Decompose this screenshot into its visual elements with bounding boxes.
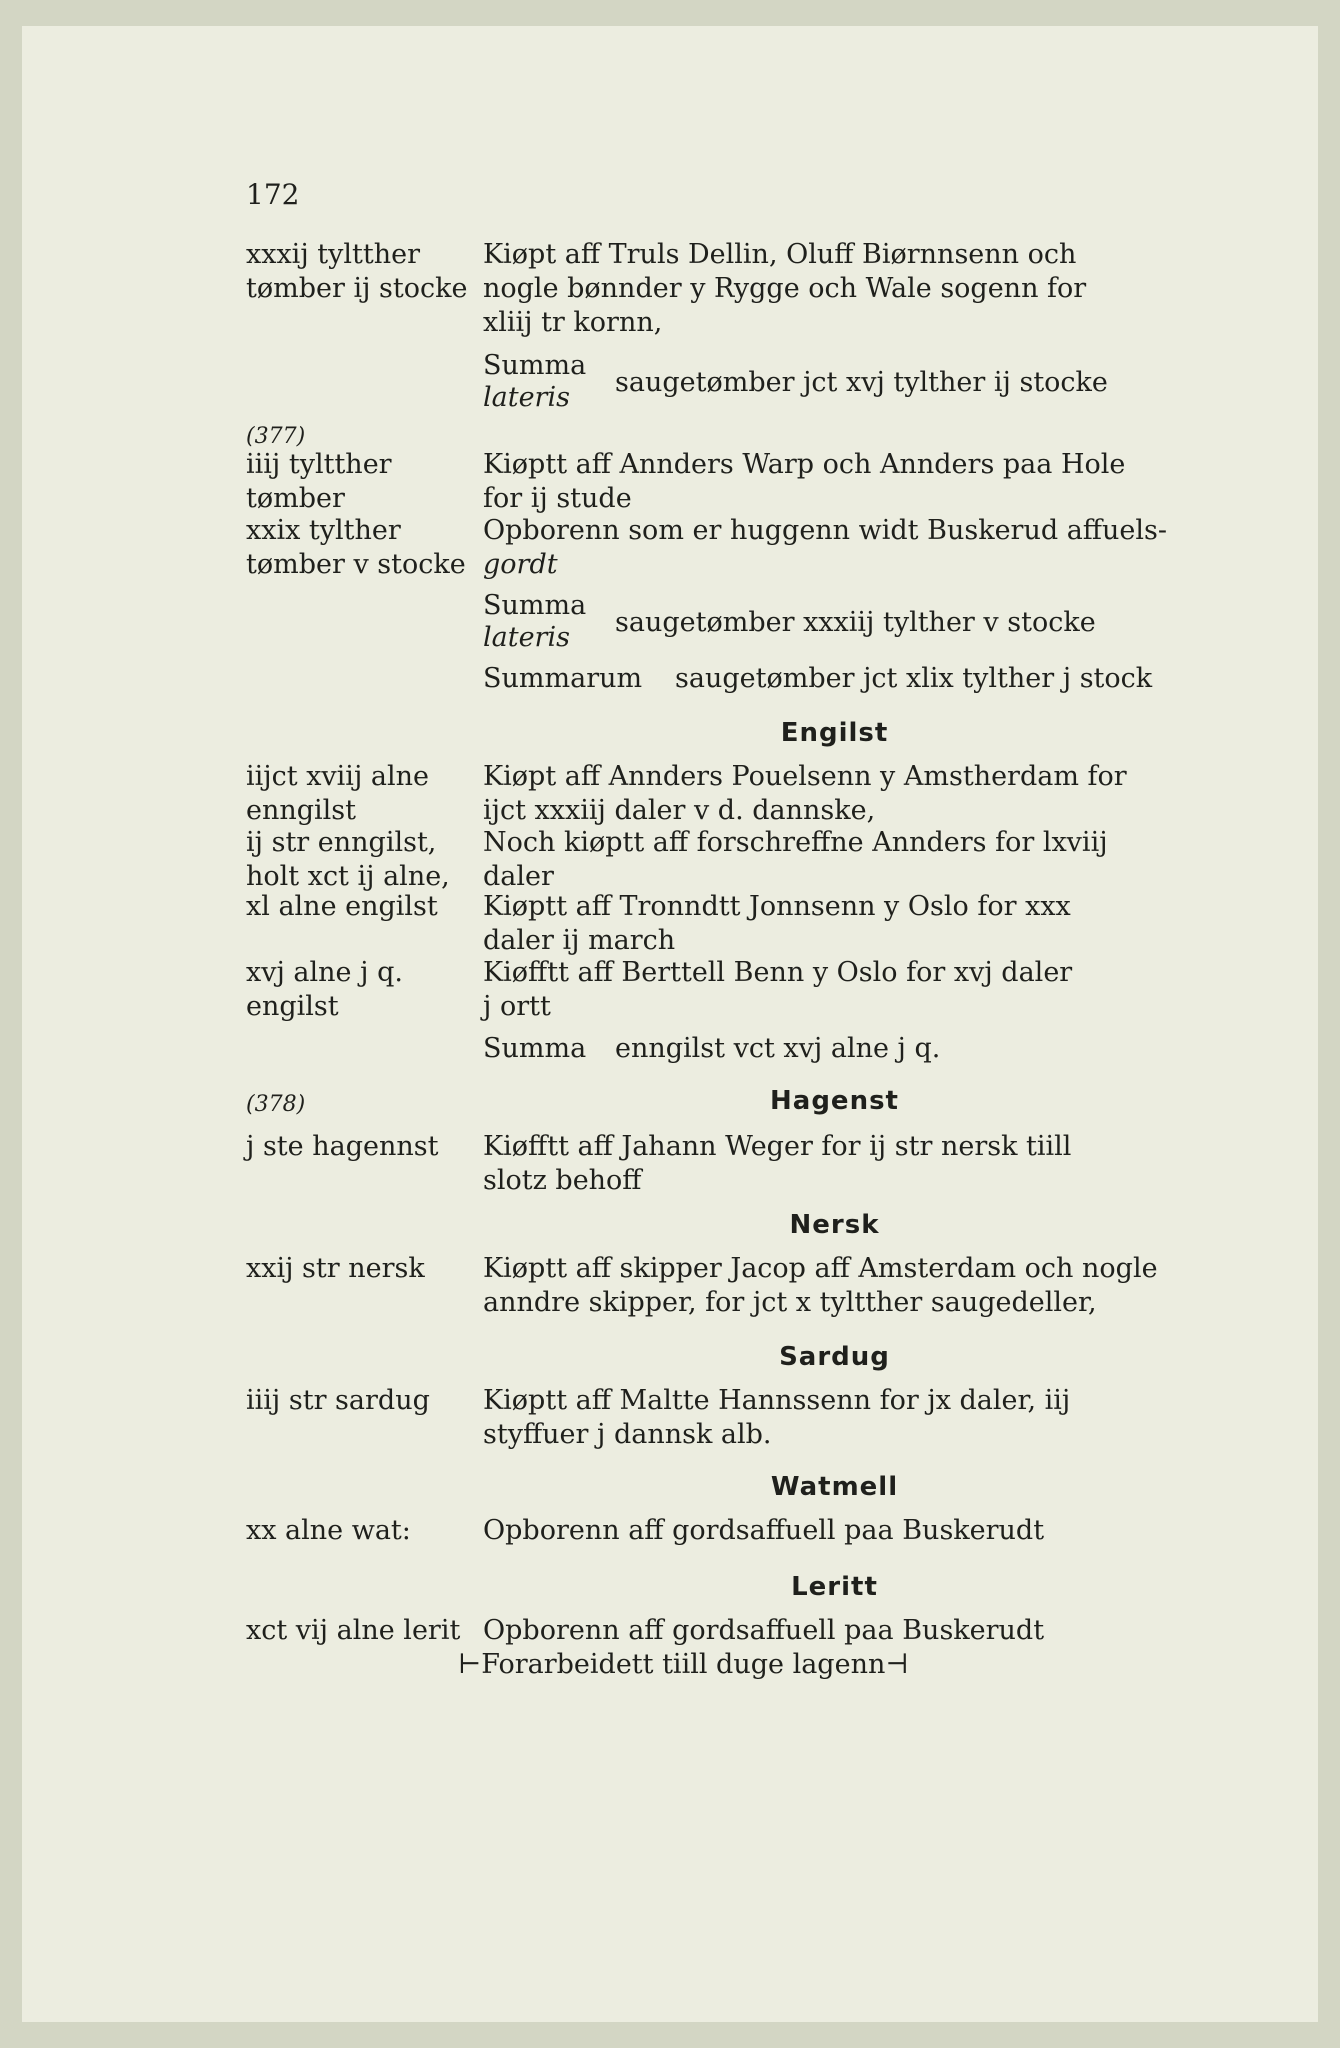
- section-heading: Leritt: [791, 1572, 878, 1602]
- section-heading: Watmell: [770, 1472, 899, 1502]
- closing-note: ⊢Forarbeidett tiill duge lagenn⊣: [458, 1649, 909, 1680]
- entry-description: Kiøpt aff Truls Dellin, Oluff Biørnnsenn och nogle bønnder y Rygge och Wale sogenn for xliij tr kornn,: [483, 239, 1087, 338]
- section-heading: Engilst: [780, 718, 889, 748]
- reference-number: (378): [246, 1092, 306, 1117]
- section-heading: Nersk: [789, 1210, 880, 1240]
- section-heading: Hagenst: [770, 1086, 899, 1116]
- entry-quantity: xxxij tyltther tømber ij stocke: [246, 239, 468, 304]
- section-heading: Sardug: [779, 1342, 890, 1372]
- page-number: 172: [246, 178, 300, 211]
- reference-number: (377): [246, 424, 306, 449]
